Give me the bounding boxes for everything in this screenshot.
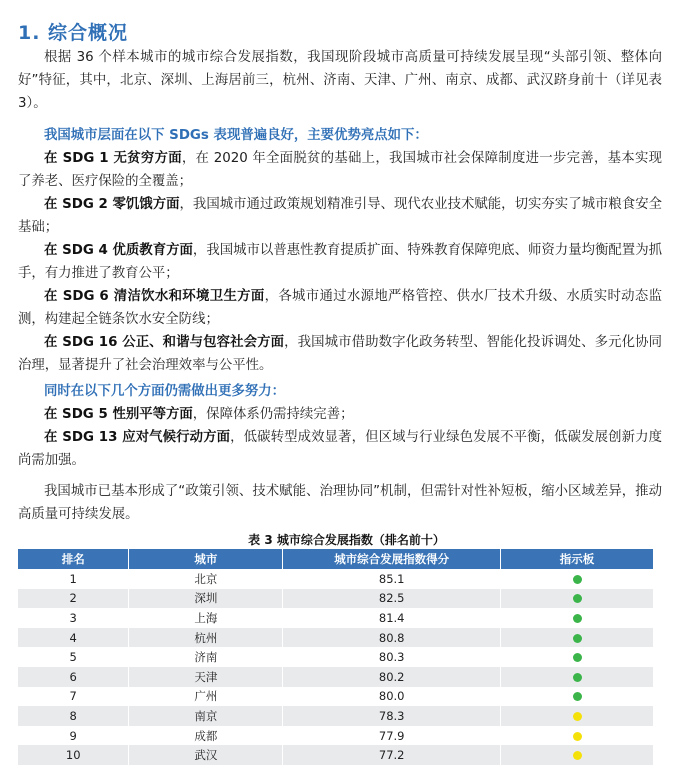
good-item: [18, 239, 662, 285]
yellow-dot-icon: [573, 712, 582, 721]
table-header-row: [18, 549, 654, 569]
score-cell: 81.4: [283, 608, 501, 628]
indicator-cell: [501, 608, 654, 628]
city-cell: 上海: [129, 608, 283, 628]
effort-item: [18, 426, 662, 472]
intro-paragraph: 根据 36 个样本城市的城市综合发展指数，我国现阶段城市高质量可持续发展呈现“头部引领、整体向好”特征，其中，北京、深圳、上海居前三，杭州、济南、天津、广州、南京、成都、武汉跻身前十（详见表 3）。: [18, 50, 662, 111]
city-cell: 广州: [129, 687, 283, 707]
score-cell: 82.5: [283, 589, 501, 609]
green-dot-icon: [573, 653, 582, 662]
indicator-cell: [501, 745, 654, 765]
table-row: [18, 589, 654, 609]
city-cell: 杭州: [129, 628, 283, 648]
header-rank: 排名: [18, 549, 129, 569]
indicator-cell: [501, 569, 654, 589]
good-item: [18, 147, 662, 193]
table-row: [18, 745, 654, 765]
city-cell: 深圳: [129, 589, 283, 609]
effort-item: [18, 403, 662, 426]
effort-heading: 同时在以下几个方面仍需做出更多努力：: [44, 384, 286, 399]
city-cell: 南京: [129, 706, 283, 726]
rank-cell: 6: [18, 667, 129, 687]
good-item-lead: 在 SDG 1 无贫穷方面: [44, 151, 182, 166]
rank-cell: 8: [18, 706, 129, 726]
good-item-lead: 在 SDG 16 公正、和谐与包容社会方面: [44, 335, 285, 350]
score-cell: 78.3: [283, 706, 501, 726]
score-cell: 80.0: [283, 687, 501, 707]
rank-cell: 2: [18, 589, 129, 609]
header-indicator: 指示板: [501, 549, 654, 569]
city-cell: 武汉: [129, 745, 283, 765]
section-heading: 1. 综合概况: [18, 22, 129, 44]
good-item-text: ，我国城市通过政策规划精准引导、现代农业技术赋能，切实夯实了城市粮食安全基础；: [18, 197, 662, 235]
yellow-dot-icon: [573, 751, 582, 760]
city-cell: 成都: [129, 726, 283, 746]
good-item-text: ，各城市通过水源地严格管控、供水厂技术升级、水质实时动态监测，构建起全链条饮水安全防线；: [18, 289, 663, 327]
indicator-cell: [501, 628, 654, 648]
effort-item-text: ，低碳转型成效显著，但区域与行业绿色发展不平衡，低碳发展创新力度尚需加强。: [18, 430, 662, 468]
table-body: [18, 569, 654, 765]
green-dot-icon: [573, 692, 582, 701]
good-item-text: ，我国城市借助数字化政务转型、智能化投诉调处、多元化协同治理，显著提升了社会治理效率与公平性。: [18, 335, 663, 373]
good-heading: 我国城市层面在以下 SDGs 表现普遍良好，主要优势亮点如下：: [44, 128, 428, 143]
header-city: 城市: [129, 549, 283, 569]
table-row: [18, 706, 654, 726]
rank-cell: 9: [18, 726, 129, 746]
indicator-cell: [501, 589, 654, 609]
city-cell: 天津: [129, 667, 283, 687]
table-row: [18, 687, 654, 707]
table-row: [18, 667, 654, 687]
table-row: [18, 608, 654, 628]
score-cell: 77.2: [283, 745, 501, 765]
score-cell: 80.2: [283, 667, 501, 687]
score-cell: 80.8: [283, 628, 501, 648]
table-row: [18, 569, 654, 589]
rank-cell: 3: [18, 608, 129, 628]
good-item-lead: 在 SDG 4 优质教育方面: [44, 243, 193, 258]
good-item: [18, 285, 662, 331]
rank-cell: 7: [18, 687, 129, 707]
score-cell: 85.1: [283, 569, 501, 589]
good-item-text: ，我国城市以普惠性教育提质扩面、特殊教育保障兜底、师资力量均衡配置为抓手，有力推进了教育公平；: [18, 243, 663, 281]
indicator-cell: [501, 647, 654, 667]
table-row: [18, 726, 654, 746]
good-item-lead: 在 SDG 2 零饥饿方面: [44, 197, 180, 212]
conclusion-paragraph: 我国城市已基本形成了“政策引领、技术赋能、治理协同”机制，但需针对性补短板，缩小区域差异，推动高质量可持续发展。: [18, 484, 662, 522]
rank-cell: 10: [18, 745, 129, 765]
rank-cell: 1: [18, 569, 129, 589]
score-cell: 80.3: [283, 647, 501, 667]
good-item: [18, 331, 662, 377]
green-dot-icon: [573, 673, 582, 682]
good-item-text: ，在 2020 年全面脱贫的基础上，我国城市社会保障制度进一步完善，基本实现了养老、医疗保险的全覆盖；: [18, 151, 662, 189]
green-dot-icon: [573, 575, 582, 584]
table-row: [18, 628, 654, 648]
city-cell: 北京: [129, 569, 283, 589]
indicator-cell: [501, 687, 654, 707]
effort-item-lead: 在 SDG 13 应对气候行动方面: [44, 430, 231, 445]
indicator-cell: [501, 667, 654, 687]
green-dot-icon: [573, 594, 582, 603]
ranking-table: [18, 549, 654, 765]
header-score: 城市综合发展指数得分: [283, 549, 501, 569]
effort-item-text: ，保障体系仍需持续完善；: [192, 407, 354, 422]
indicator-cell: [501, 706, 654, 726]
score-cell: 77.9: [283, 726, 501, 746]
yellow-dot-icon: [573, 732, 582, 741]
good-item-lead: 在 SDG 6 清洁饮水和环境卫生方面: [44, 289, 265, 304]
table-title: 表 3 城市综合发展指数（排名前十）: [248, 533, 445, 547]
city-cell: 济南: [129, 647, 283, 667]
effort-item-lead: 在 SDG 5 性别平等方面: [44, 407, 193, 422]
good-item: [18, 193, 662, 239]
indicator-cell: [501, 726, 654, 746]
green-dot-icon: [573, 614, 582, 623]
green-dot-icon: [573, 634, 582, 643]
rank-cell: 5: [18, 647, 129, 667]
rank-cell: 4: [18, 628, 129, 648]
table-row: [18, 647, 654, 667]
